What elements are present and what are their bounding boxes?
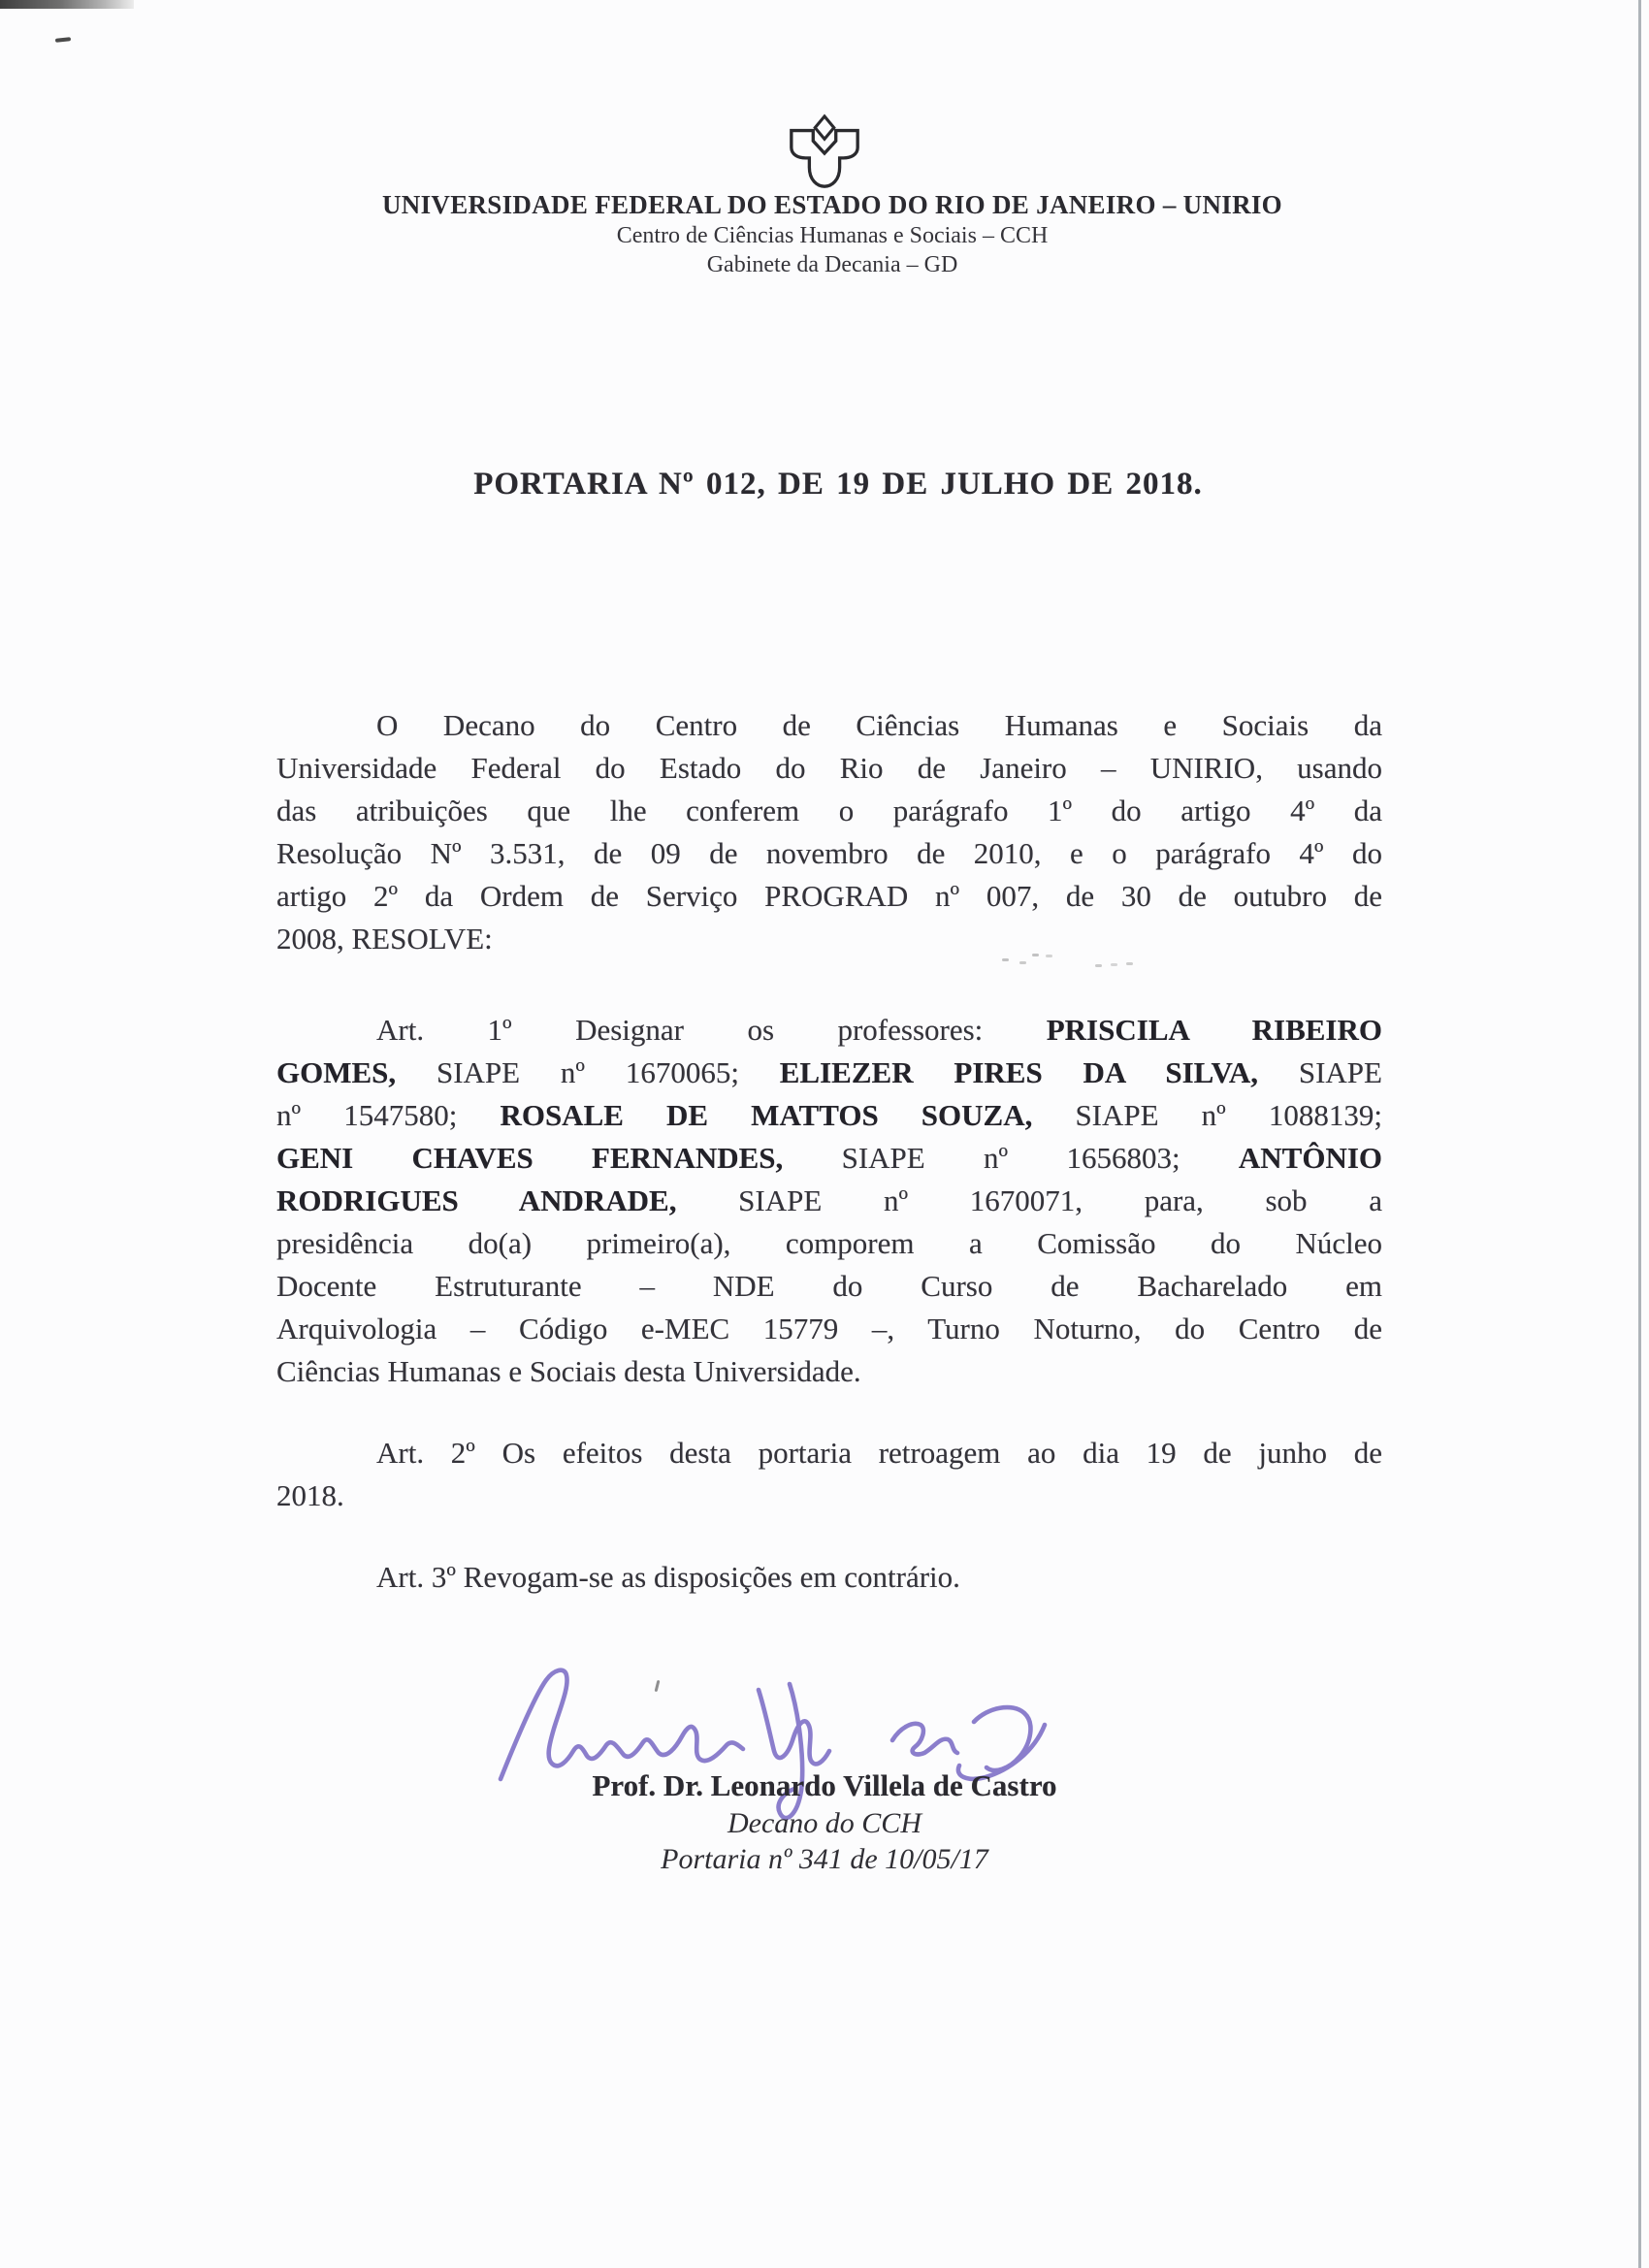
body-text-run: Art. 2º Os efeitos desta portaria retroagem ao dia 19 de junho de [376, 1436, 1382, 1470]
text-line [276, 704, 1382, 747]
body-text-run: SIAPE nº 1670071, para, sob a [676, 1183, 1383, 1217]
text-line [276, 1180, 1382, 1222]
text-line [276, 918, 1382, 960]
text-line [276, 1052, 1382, 1094]
professor-name-text: GENI CHAVES FERNANDES, [276, 1141, 784, 1175]
scan-artifact-top-edge [0, 0, 134, 9]
professor-name-text: ANTÔNIO [1238, 1141, 1383, 1175]
header-office-name: Gabinete da Decania – GD [706, 252, 958, 277]
professor-name-text: PRISCILA RIBEIRO [1046, 1013, 1382, 1047]
text-line [276, 1094, 1382, 1137]
text-line [276, 1432, 1382, 1474]
paragraph-preamble [276, 704, 1382, 960]
body-text-run: SIAPE nº 1088139; [1032, 1098, 1383, 1132]
body-text-run: 2018. [276, 1478, 344, 1512]
text-line [276, 1474, 1382, 1517]
text-line [276, 1222, 1382, 1265]
body-text-run: Arquivologia – Código e-MEC 15779 –, Turno Noturno, do Centro de [276, 1312, 1382, 1345]
professor-name-text: GOMES, [276, 1055, 397, 1089]
body-text-run: artigo 2º da Ordem de Serviço PROGRAD nº 007, de 30 de outubro de [276, 879, 1382, 913]
text-line [276, 790, 1382, 832]
unirio-logo [776, 113, 873, 193]
signatory-name: Prof. Dr. Leonardo Villela de Castro [592, 1768, 1057, 1802]
text-line [276, 747, 1382, 790]
body-text-run: SIAPE [1258, 1055, 1382, 1089]
text-line [276, 1556, 1382, 1599]
body-text-run: O Decano do Centro de Ciências Humanas e Sociais da [376, 708, 1382, 742]
paragraph-art-2 [276, 1432, 1382, 1517]
body-text-run: Docente Estruturante – NDE do Curso de Bacharelado em [276, 1269, 1382, 1303]
paragraph-art-3 [276, 1556, 1382, 1599]
signatory-appointment: Portaria nº 341 de 10/05/17 [661, 1843, 988, 1875]
body-text-run: Art. 1º Designar os professores: [376, 1013, 1047, 1047]
document-title: PORTARIA Nº 012, DE 19 DE JULHO DE 2018. [473, 467, 1203, 502]
professor-name-text: RODRIGUES ANDRADE, [276, 1183, 677, 1217]
body-text-run: Ciências Humanas e Sociais desta Universidade. [276, 1354, 861, 1388]
text-line [276, 875, 1382, 918]
header-university-name: UNIVERSIDADE FEDERAL DO ESTADO DO RIO DE JANEIRO – UNIRIO [382, 190, 1282, 219]
paragraph-art-1 [276, 1009, 1382, 1393]
body-text-run: presidência do(a) primeiro(a), comporem a Comissão do Núcleo [276, 1226, 1382, 1260]
professor-name-text: ELIEZER PIRES DA SILVA, [779, 1055, 1259, 1089]
text-line [276, 832, 1382, 875]
body-text-run: SIAPE nº 1656803; [783, 1141, 1239, 1175]
body-text-run: Universidade Federal do Estado do Rio de Janeiro – UNIRIO, usando [276, 751, 1382, 785]
unirio-chalice-icon [776, 113, 873, 193]
document-body [276, 704, 1382, 1599]
scan-artifact-dash [55, 37, 71, 43]
text-line [276, 1308, 1382, 1350]
text-line [276, 1137, 1382, 1180]
text-line [276, 1009, 1382, 1052]
body-text-run: das atribuições que lhe conferem o parágrafo 1º do artigo 4º da [276, 794, 1382, 827]
body-text-run: Resolução Nº 3.531, de 09 de novembro de 2010, e o parágrafo 4º do [276, 836, 1382, 870]
text-line [276, 1350, 1382, 1393]
body-text-run: 2008, RESOLVE: [276, 922, 493, 956]
signatory-role: Decano do CCH [728, 1807, 922, 1839]
body-text-run: Art. 3º Revogam-se as disposições em contrário. [376, 1560, 960, 1594]
professor-name-text: ROSALE DE MATTOS SOUZA, [500, 1098, 1033, 1132]
body-text-run: nº 1547580; [276, 1098, 501, 1132]
header-center-name: Centro de Ciências Humanas e Sociais – CCH [616, 223, 1049, 248]
body-text-run: SIAPE nº 1670065; [396, 1055, 780, 1089]
text-line [276, 1265, 1382, 1308]
scan-artifact-right-edge-line [1638, 0, 1641, 2268]
